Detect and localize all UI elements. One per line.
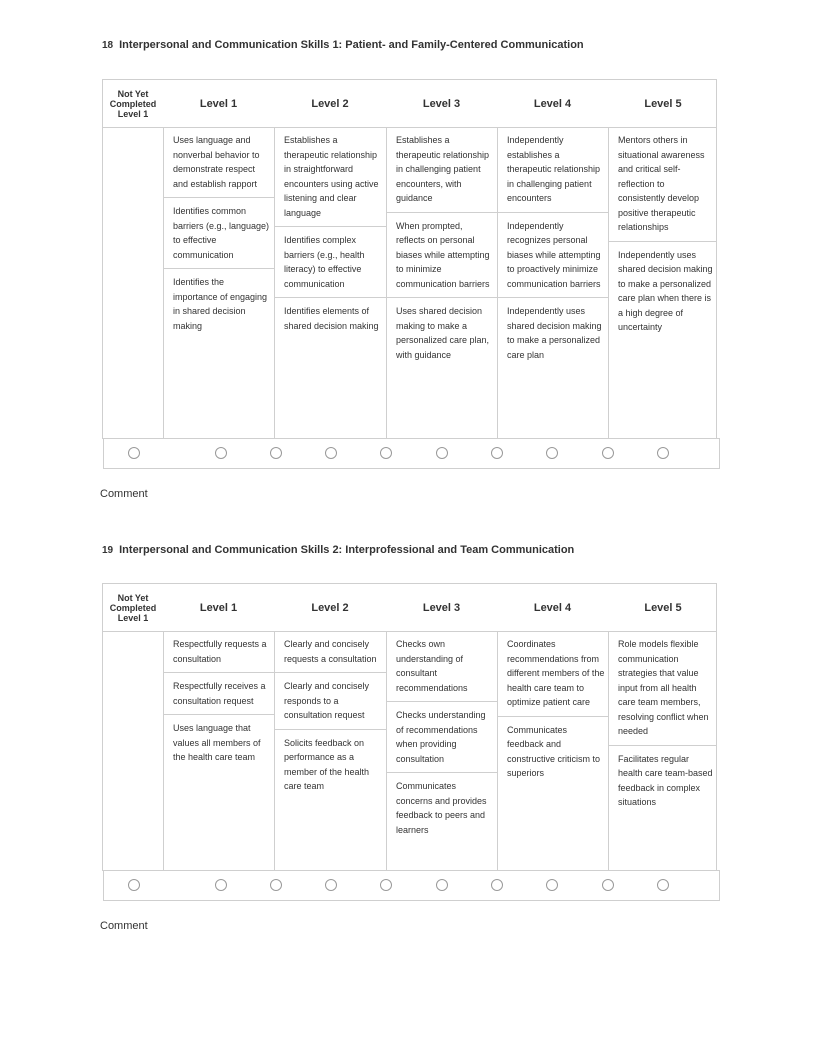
milestone-item: Uses shared decision making to make a personalized care plan, with guidance — [396, 306, 490, 360]
column-level-3 — [386, 127, 497, 439]
milestone-item: Uses language and nonverbal behavior to demonstrate respect and establish rapport — [164, 127, 274, 198]
milestone-item: Identifies complex barriers (e.g., health literacy) to effective communication — [275, 227, 386, 298]
radio-level-5[interactable] — [657, 879, 669, 891]
header-level-5: Level 5 — [644, 97, 682, 110]
column-not-yet — [103, 631, 163, 871]
header-level-2: Level 2 — [311, 97, 349, 110]
radio-level-4[interactable] — [546, 879, 558, 891]
milestone-item: Role models flexible communication strategies that value input from all health care team members, resolving conflict when needed — [609, 631, 716, 746]
header-level-4: Level 4 — [533, 601, 572, 614]
question-title — [102, 39, 584, 51]
column-level-5 — [608, 631, 716, 871]
radio-level-4-5[interactable] — [602, 879, 614, 891]
radio-level-1-5[interactable] — [270, 447, 282, 459]
milestone-item: Communicates concerns and provides feedback to peers and learners — [396, 781, 487, 835]
question-number: 18 — [102, 40, 114, 51]
column-level-2 — [274, 127, 386, 439]
header-level-3: Level 3 — [422, 601, 461, 614]
milestone-item: Solicits feedback on performance as a member of the health care team — [284, 737, 370, 791]
grid-header — [103, 80, 716, 128]
header-level-4: Level 4 — [533, 97, 572, 110]
milestone-item: Clearly and concisely responds to a consultation request — [275, 673, 386, 730]
milestone-item: Checks own understanding of consultant recommendations — [387, 631, 497, 702]
milestone-grid — [102, 79, 717, 439]
question-text: Interpersonal and Communication Skills 1: Patient- and Family-Centered Communication — [119, 39, 584, 51]
radio-level-3[interactable] — [436, 879, 448, 891]
question-text: Interpersonal and Communication Skills 2: Interprofessional and Team Communication — [119, 544, 575, 556]
milestone-item: Independently recognizes personal biases while attempting to proactively minimize communication barriers — [498, 213, 608, 299]
header-level-1: Level 1 — [199, 97, 238, 110]
milestone-item: Uses language that values all members of the health care team — [173, 723, 261, 762]
header-level-5: Level 5 — [644, 601, 682, 614]
column-level-5 — [608, 127, 716, 439]
milestone-item: Establishes a therapeutic relationship in straightforward encounters using active listening and clear language — [275, 127, 386, 227]
header-not-yet: Not Yet Completed Level 1 — [109, 88, 157, 119]
column-level-3 — [386, 631, 497, 871]
column-level-4 — [497, 127, 608, 439]
milestone-item: Mentors others in situational awareness and critical self-reflection to consistently develop positive therapeutic relationships — [609, 127, 716, 242]
milestone-item: When prompted, reflects on personal biases while attempting to minimize communication barriers — [387, 213, 497, 299]
radio-not-yet[interactable] — [128, 879, 140, 891]
radio-level-3-5[interactable] — [491, 879, 503, 891]
milestone-item: Independently establishes a therapeutic relationship in challenging patient encounters — [498, 127, 608, 213]
milestone-item: Checks understanding of recommendations when providing consultation — [387, 702, 497, 773]
header-not-yet: Not Yet Completed Level 1 — [109, 592, 157, 623]
radio-level-3[interactable] — [436, 447, 448, 459]
comment-label[interactable]: Comment — [100, 920, 148, 932]
radio-level-5[interactable] — [657, 447, 669, 459]
milestone-item: Communicates feedback and constructive criticism to superiors — [507, 724, 601, 778]
column-level-1 — [163, 127, 274, 439]
radio-level-1[interactable] — [215, 447, 227, 459]
header-level-1: Level 1 — [199, 601, 238, 614]
milestone-item: Facilitates regular health care team-based feedback in complex situations — [618, 753, 713, 807]
radio-level-4-5[interactable] — [602, 447, 614, 459]
milestone-item: Coordinates recommendations from different members of the health care team to optimize patient care — [498, 631, 608, 717]
radio-level-4[interactable] — [546, 447, 558, 459]
milestone-item: Independently uses shared decision making to make a personalized care plan — [507, 306, 602, 360]
milestone-item: Identifies common barriers (e.g., language) to effective communication — [164, 198, 274, 269]
radio-level-2[interactable] — [325, 447, 337, 459]
milestone-item: Clearly and concisely requests a consultation — [275, 631, 386, 673]
radio-level-3-5[interactable] — [491, 447, 503, 459]
header-level-2: Level 2 — [311, 601, 349, 614]
column-level-1 — [163, 631, 274, 871]
radio-level-1-5[interactable] — [270, 879, 282, 891]
milestone-item: Identifies elements of shared decision making — [284, 306, 379, 331]
radio-level-1[interactable] — [215, 879, 227, 891]
milestone-item: Identifies the importance of engaging in shared decision making — [173, 277, 268, 331]
column-not-yet — [103, 127, 163, 439]
grid-header — [103, 584, 716, 632]
question-number: 19 — [102, 545, 114, 556]
milestone-item: Independently uses shared decision making to make a personalized care plan when there is a high degree of uncertainty — [618, 249, 713, 332]
milestone-item: Respectfully requests a consultation — [164, 631, 274, 673]
header-level-3: Level 3 — [422, 97, 461, 110]
milestone-item: Establishes a therapeutic relationship in challenging patient encounters, with guidance — [387, 127, 497, 213]
column-level-4 — [497, 631, 608, 871]
milestone-grid — [102, 583, 717, 871]
comment-label[interactable]: Comment — [100, 488, 148, 500]
radio-level-2-5[interactable] — [380, 447, 392, 459]
radio-level-2[interactable] — [325, 879, 337, 891]
rating-radio-row — [103, 438, 720, 469]
radio-level-2-5[interactable] — [380, 879, 392, 891]
question-title — [102, 544, 574, 556]
rating-radio-row — [103, 870, 720, 901]
milestone-item: Respectfully receives a consultation request — [164, 673, 274, 715]
radio-not-yet[interactable] — [128, 447, 140, 459]
column-level-2 — [274, 631, 386, 871]
